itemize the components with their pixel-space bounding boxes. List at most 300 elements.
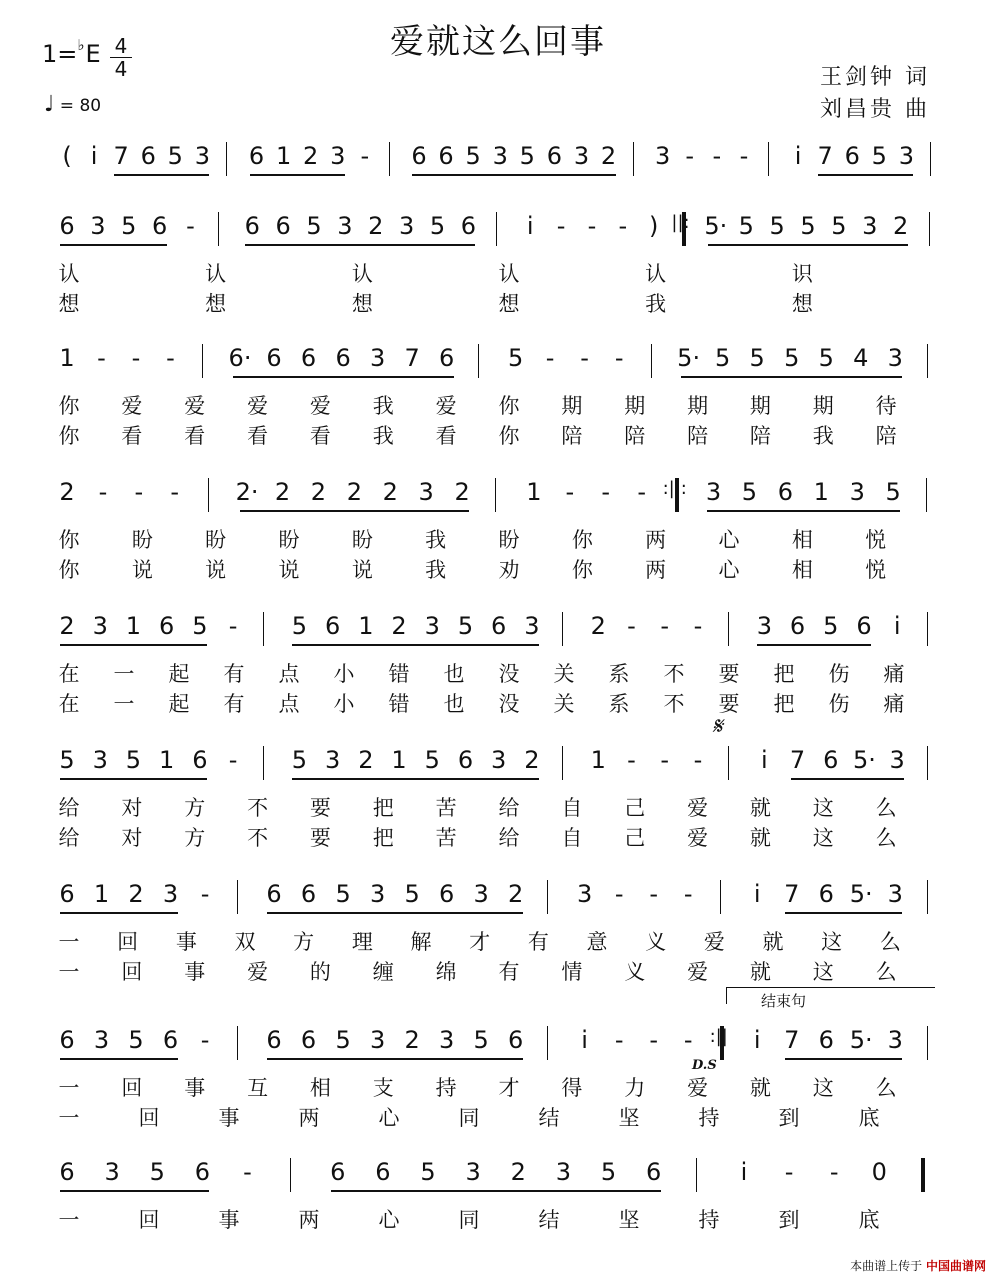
note: 6 [823, 746, 839, 774]
bar-line [927, 344, 928, 378]
lyric-syllable: 理 [351, 930, 373, 954]
lyric-syllable: 想 [351, 292, 373, 316]
lyric-syllable: 期 [561, 394, 583, 418]
sustain-dash: - [545, 344, 555, 372]
note: 1 [93, 880, 110, 908]
note: 6 [844, 142, 860, 170]
lyric-syllable: 要 [718, 662, 740, 686]
bar-line [927, 612, 928, 646]
lyric-syllable: 一 [113, 662, 135, 686]
lyric-syllable: 爱 [687, 1076, 709, 1100]
note: 5 [306, 212, 322, 240]
sustain-dash: - [683, 1026, 693, 1054]
note: 5 [871, 142, 887, 170]
note: 3 [369, 1026, 386, 1054]
note: 2· [235, 478, 259, 506]
score-system [0, 1026, 996, 1146]
lyric-syllable: 在 [58, 662, 80, 686]
lyric-syllable: 支 [372, 1076, 394, 1100]
lyric-syllable: 看 [247, 424, 269, 448]
site-brand: 中国曲谱网 [925, 1259, 986, 1273]
sustain-dash: - [739, 142, 749, 170]
lyric-syllable: 你 [58, 528, 80, 552]
sustain-dash: - [660, 612, 670, 640]
note: 6· [228, 344, 252, 372]
sustain-dash: - [580, 344, 589, 372]
note: 6 [275, 212, 291, 240]
note: 1 [590, 746, 606, 774]
sustain-dash: - [693, 612, 703, 640]
note: 6 [300, 1026, 317, 1054]
lyric-syllable: 事 [218, 1106, 240, 1130]
lyric-syllable: 也 [443, 692, 465, 716]
lyric-syllable: 爱 [703, 930, 725, 954]
lyric-syllable: 才 [469, 930, 491, 954]
note: 6 [59, 212, 75, 240]
lyric-syllable: 有 [498, 960, 520, 984]
bar-line [696, 1158, 697, 1192]
meter-bottom: 4 [114, 57, 128, 81]
note: 6 [59, 1158, 75, 1186]
beam-underline [492, 644, 539, 646]
note: 5 [465, 142, 481, 170]
lyric-syllable: 到 [778, 1106, 800, 1130]
lyric-syllable: 悦 [865, 558, 887, 582]
lyric-syllable: 盼 [205, 528, 227, 552]
bar-line [237, 880, 238, 914]
note: 2 [600, 142, 617, 170]
note: 3 [424, 612, 440, 640]
lyric-syllable: 事 [218, 1208, 240, 1232]
note: 3 [887, 1026, 903, 1054]
score-system [0, 1158, 996, 1278]
lyric-syllable: 就 [749, 960, 771, 984]
lyric-syllable: 看 [184, 424, 206, 448]
beam-underline [419, 510, 469, 512]
bar-line [208, 478, 209, 512]
note: 2 [382, 478, 398, 506]
bar-line [290, 1158, 291, 1192]
lyric-syllable: 伤 [828, 662, 850, 686]
note: ( [62, 142, 72, 170]
tempo-value: = 80 [59, 96, 102, 116]
lyric-syllable: 这 [812, 826, 834, 850]
bar-line [929, 212, 930, 246]
note: 3 [577, 880, 593, 908]
lyric-syllable: 爱 [435, 394, 457, 418]
quarter-note-icon: ♩ [44, 92, 55, 117]
note: 2 [510, 1158, 526, 1186]
note: 1 [526, 478, 542, 506]
beam-underline [129, 912, 178, 914]
sustain-dash: - [660, 746, 670, 774]
lyric-syllable: 结 [538, 1208, 560, 1232]
note: 3 [492, 142, 508, 170]
bar-line [496, 212, 497, 246]
lyric-syllable: 结 [538, 1106, 560, 1130]
sustain-dash: - [685, 142, 695, 170]
lyric-syllable: 得 [561, 1076, 583, 1100]
bar-line [768, 142, 769, 176]
sustain-dash: - [627, 612, 636, 640]
key-note: E [85, 40, 101, 68]
bar-line [633, 142, 634, 176]
note: 5· [852, 746, 876, 774]
key-signature [42, 36, 101, 68]
note: 2 [59, 612, 75, 640]
bar-line [921, 1158, 925, 1192]
sustain-dash: - [829, 1158, 839, 1186]
note: i [753, 1026, 761, 1054]
note: 2 [59, 478, 75, 506]
lyric-syllable: 有 [223, 662, 245, 686]
lyric-syllable: 双 [234, 930, 256, 954]
lyric-syllable: 劝 [498, 558, 520, 582]
note: i [893, 612, 901, 640]
note: 3 [90, 212, 106, 240]
lyric-syllable: 你 [498, 424, 520, 448]
lyric-syllable: 你 [58, 558, 80, 582]
lyric-syllable: 两 [298, 1106, 320, 1130]
lyric-syllable: 期 [812, 394, 834, 418]
sustain-dash: - [556, 212, 566, 240]
lyric-syllable: 相 [309, 1076, 331, 1100]
beam-underline [150, 1190, 209, 1192]
note: 3 [92, 612, 108, 640]
note: i [581, 1026, 588, 1054]
lyric-syllable: 同 [458, 1106, 480, 1130]
note: 6 [325, 612, 341, 640]
note: 6 [300, 344, 317, 372]
sustain-dash: - [97, 344, 106, 372]
note: 3 [887, 344, 903, 372]
note: 1 [391, 746, 407, 774]
lyric-syllable: 看 [435, 424, 457, 448]
note: 6 [375, 1158, 391, 1186]
lyric-syllable: 也 [443, 662, 465, 686]
note: 2 [358, 746, 374, 774]
note: 6 [818, 1026, 834, 1054]
lyric-syllable: 起 [168, 662, 190, 686]
lyric-syllable: 么 [875, 796, 897, 820]
note: 6 [546, 142, 563, 170]
note: 3 [473, 880, 489, 908]
lyric-syllable: 力 [624, 1076, 646, 1100]
bar-line [478, 344, 479, 378]
note: 6 [151, 212, 168, 240]
lyric-syllable: 一 [58, 930, 80, 954]
note: 3 [369, 880, 386, 908]
lyric-syllable: 苦 [435, 796, 457, 820]
beam-underline [160, 778, 207, 780]
sustain-dash: - [712, 142, 722, 170]
lyric-syllable: 小 [333, 662, 355, 686]
note: 5 [167, 142, 183, 170]
lyric-syllable: 对 [121, 796, 143, 820]
note: 5 [335, 1026, 351, 1054]
sustain-dash: - [614, 344, 624, 372]
bar-line [930, 142, 931, 176]
lyric-syllable: 方 [184, 796, 206, 820]
lyric-syllable: 点 [278, 692, 300, 716]
note: i [794, 142, 802, 170]
lyric-syllable: 说 [278, 558, 300, 582]
bar-line [927, 746, 928, 780]
repeat-sign: ||: [671, 212, 690, 233]
note: 7 [784, 880, 800, 908]
lyric-syllable: 要 [309, 826, 331, 850]
lyric-syllable: 把 [372, 826, 394, 850]
lyric-syllable: 意 [586, 930, 608, 954]
note: 6 [59, 1026, 75, 1054]
sustain-dash: - [683, 880, 693, 908]
note: 5 [424, 746, 440, 774]
score-system [0, 612, 996, 732]
sustain-dash: - [565, 478, 575, 506]
bar-line [202, 344, 203, 378]
note: 6 [411, 142, 427, 170]
note: 6 [438, 142, 454, 170]
lyric-syllable: 盼 [498, 528, 520, 552]
note: 5 [738, 212, 754, 240]
note: 3 [573, 142, 590, 170]
lyric-syllable: 想 [205, 292, 227, 316]
lyric-syllable: 相 [791, 528, 813, 552]
note: 5 [885, 478, 901, 506]
lyric-syllable: 你 [58, 424, 80, 448]
footer-prefix: 本曲谱上传于 [850, 1259, 923, 1273]
lyric-syllable: 我 [372, 394, 394, 418]
lyric-syllable: 这 [812, 960, 834, 984]
beam-underline [854, 376, 903, 378]
lyric-syllable: 陪 [687, 424, 709, 448]
note: 3 [337, 212, 353, 240]
note: 5 [59, 746, 75, 774]
lyric-syllable: 这 [812, 1076, 834, 1100]
lyric-syllable: 期 [687, 394, 709, 418]
note: 5 [519, 142, 535, 170]
note: 7 [784, 1026, 800, 1054]
lyric-syllable: 有 [527, 930, 549, 954]
sustain-dash: - [649, 1026, 658, 1054]
note: 1 [59, 344, 75, 372]
note: 3 [92, 746, 108, 774]
lyric-syllable: 认 [645, 262, 667, 286]
bar-line [926, 478, 927, 512]
sustain-dash: - [614, 880, 624, 908]
sustain-dash: - [784, 1158, 794, 1186]
bar-line [495, 478, 496, 512]
note: 6 [158, 612, 175, 640]
lyric-syllable: 回 [138, 1106, 160, 1130]
lyric-syllable: 就 [762, 930, 784, 954]
lyric-syllable: 没 [498, 662, 520, 686]
note: 6 [438, 880, 455, 908]
lyric-syllable: 陪 [624, 424, 646, 448]
lyric-syllable: 盼 [131, 528, 153, 552]
note: i [761, 746, 768, 774]
lyric-syllable: 心 [378, 1106, 400, 1130]
note: 2 [404, 1026, 420, 1054]
note: 7 [404, 344, 420, 372]
time-signature [110, 36, 132, 79]
lyric-syllable: 持 [698, 1106, 720, 1130]
bar-line [263, 746, 264, 780]
lyric-syllable: 己 [624, 796, 646, 820]
beam-underline [168, 174, 209, 176]
note: 3 [465, 1158, 481, 1186]
beam-underline [304, 174, 345, 176]
bar-line [562, 746, 563, 780]
note: 1 [158, 746, 175, 774]
lyric-syllable: 两 [645, 528, 667, 552]
bar-line [547, 880, 548, 914]
note: i [740, 1158, 748, 1186]
bar-line [389, 142, 390, 176]
lyric-syllable: 一 [58, 1208, 80, 1232]
note: 3 [889, 746, 905, 774]
lyric-syllable: 伤 [828, 692, 850, 716]
note: 5 [784, 344, 800, 372]
lyric-syllable: 爱 [687, 960, 709, 984]
lyric-syllable: 义 [624, 960, 646, 984]
bar-line [562, 612, 563, 646]
note: 3 [524, 612, 540, 640]
lyric-syllable: 不 [247, 796, 269, 820]
note: 2 [274, 478, 291, 506]
note: 6 [192, 746, 208, 774]
lyric-syllable: 苦 [435, 826, 457, 850]
lyric-syllable: 么 [875, 960, 897, 984]
beam-underline [405, 376, 454, 378]
note: 5 [192, 612, 208, 640]
sustain-dash: - [243, 1158, 252, 1186]
lyric-syllable: 爱 [247, 960, 269, 984]
lyric-syllable: 绵 [435, 960, 457, 984]
note: 6 [162, 1026, 179, 1054]
lyric-syllable: 给 [58, 826, 80, 850]
bar-line [720, 880, 721, 914]
lyric-syllable: 这 [821, 930, 843, 954]
lyric-syllable: 错 [388, 692, 410, 716]
lyric-syllable: 自 [561, 826, 583, 850]
lyric-syllable: 给 [498, 796, 520, 820]
note: 2 [303, 142, 319, 170]
lyric-syllable: 你 [58, 394, 80, 418]
beam-underline [824, 644, 871, 646]
lyric-syllable: 回 [138, 1208, 160, 1232]
note: 1 [275, 142, 292, 170]
note: 6 [300, 880, 317, 908]
note: 5 [507, 344, 524, 372]
lyric-syllable: 相 [791, 558, 813, 582]
lyric-syllable: 看 [121, 424, 143, 448]
note: 3 [898, 142, 915, 170]
note: 1 [358, 612, 374, 640]
lyric-syllable: 己 [624, 826, 646, 850]
repeat-sign: :|| [709, 1026, 728, 1047]
lyric-syllable: 持 [698, 1208, 720, 1232]
note: 3 [438, 1026, 455, 1054]
note: 5 [741, 478, 758, 506]
lyric-syllable: 爱 [687, 826, 709, 850]
note: 2 [454, 478, 470, 506]
note: 5 [335, 880, 351, 908]
sustain-dash: - [614, 1026, 624, 1054]
lyric-syllable: 在 [58, 692, 80, 716]
beam-underline [122, 244, 167, 246]
sustain-dash: - [360, 142, 370, 170]
composer-credit: 刘昌贵 曲 [820, 97, 930, 122]
flat-symbol: ♭ [77, 36, 85, 54]
lyric-syllable: 认 [498, 262, 520, 286]
lyric-syllable: 痛 [883, 662, 905, 686]
note: 0 [871, 1158, 887, 1186]
lyric-syllable: 自 [561, 796, 583, 820]
note: 6 [266, 880, 282, 908]
lyric-syllable: 把 [773, 692, 795, 716]
ds-mark: D.S [692, 1058, 717, 1073]
beam-underline [431, 244, 476, 246]
note: 6 [789, 612, 806, 640]
lyric-syllable: 你 [498, 394, 520, 418]
lyric-syllable: 悦 [865, 528, 887, 552]
note: 3 [93, 1026, 110, 1054]
bar-line [927, 880, 928, 914]
lyric-syllable: 就 [749, 1076, 771, 1100]
lyric-syllable: 陪 [875, 424, 897, 448]
note: 3 [705, 478, 722, 506]
note: 2 [507, 880, 524, 908]
lyric-syllable: 一 [58, 960, 80, 984]
note: 6 [140, 142, 156, 170]
note: 5 [291, 612, 308, 640]
footer-credit [850, 1257, 986, 1274]
note: 5 [831, 212, 847, 240]
note: 2 [391, 612, 407, 640]
bar-line [728, 612, 729, 646]
lyric-syllable: 没 [498, 692, 520, 716]
note: 1 [813, 478, 829, 506]
lyric-syllable: 方 [184, 826, 206, 850]
note: 3 [849, 478, 865, 506]
score-system [0, 212, 996, 332]
note: 6 [194, 1158, 211, 1186]
note: 6 [330, 1158, 346, 1186]
lyric-syllable: 解 [410, 930, 432, 954]
lyric-syllable: 爱 [247, 394, 269, 418]
lyric-syllable: 我 [425, 558, 447, 582]
note: 5· [849, 880, 873, 908]
lyric-syllable: 盼 [351, 528, 373, 552]
note: 5 [818, 344, 834, 372]
note: 3 [399, 212, 415, 240]
note: i [753, 880, 761, 908]
lyric-syllable: 对 [121, 826, 143, 850]
bar-line [218, 212, 219, 246]
score-system [0, 880, 996, 1000]
beam-underline [863, 244, 908, 246]
lyric-syllable: 事 [184, 960, 206, 984]
note: 5 [715, 344, 731, 372]
lyric-syllable: 期 [749, 394, 771, 418]
lyric-syllable: 你 [571, 528, 593, 552]
beam-underline [854, 912, 903, 914]
bar-line [927, 1026, 928, 1060]
lyric-syllable: 回 [121, 960, 143, 984]
lyric-syllable: 爱 [121, 394, 143, 418]
note: 6 [266, 1026, 282, 1054]
